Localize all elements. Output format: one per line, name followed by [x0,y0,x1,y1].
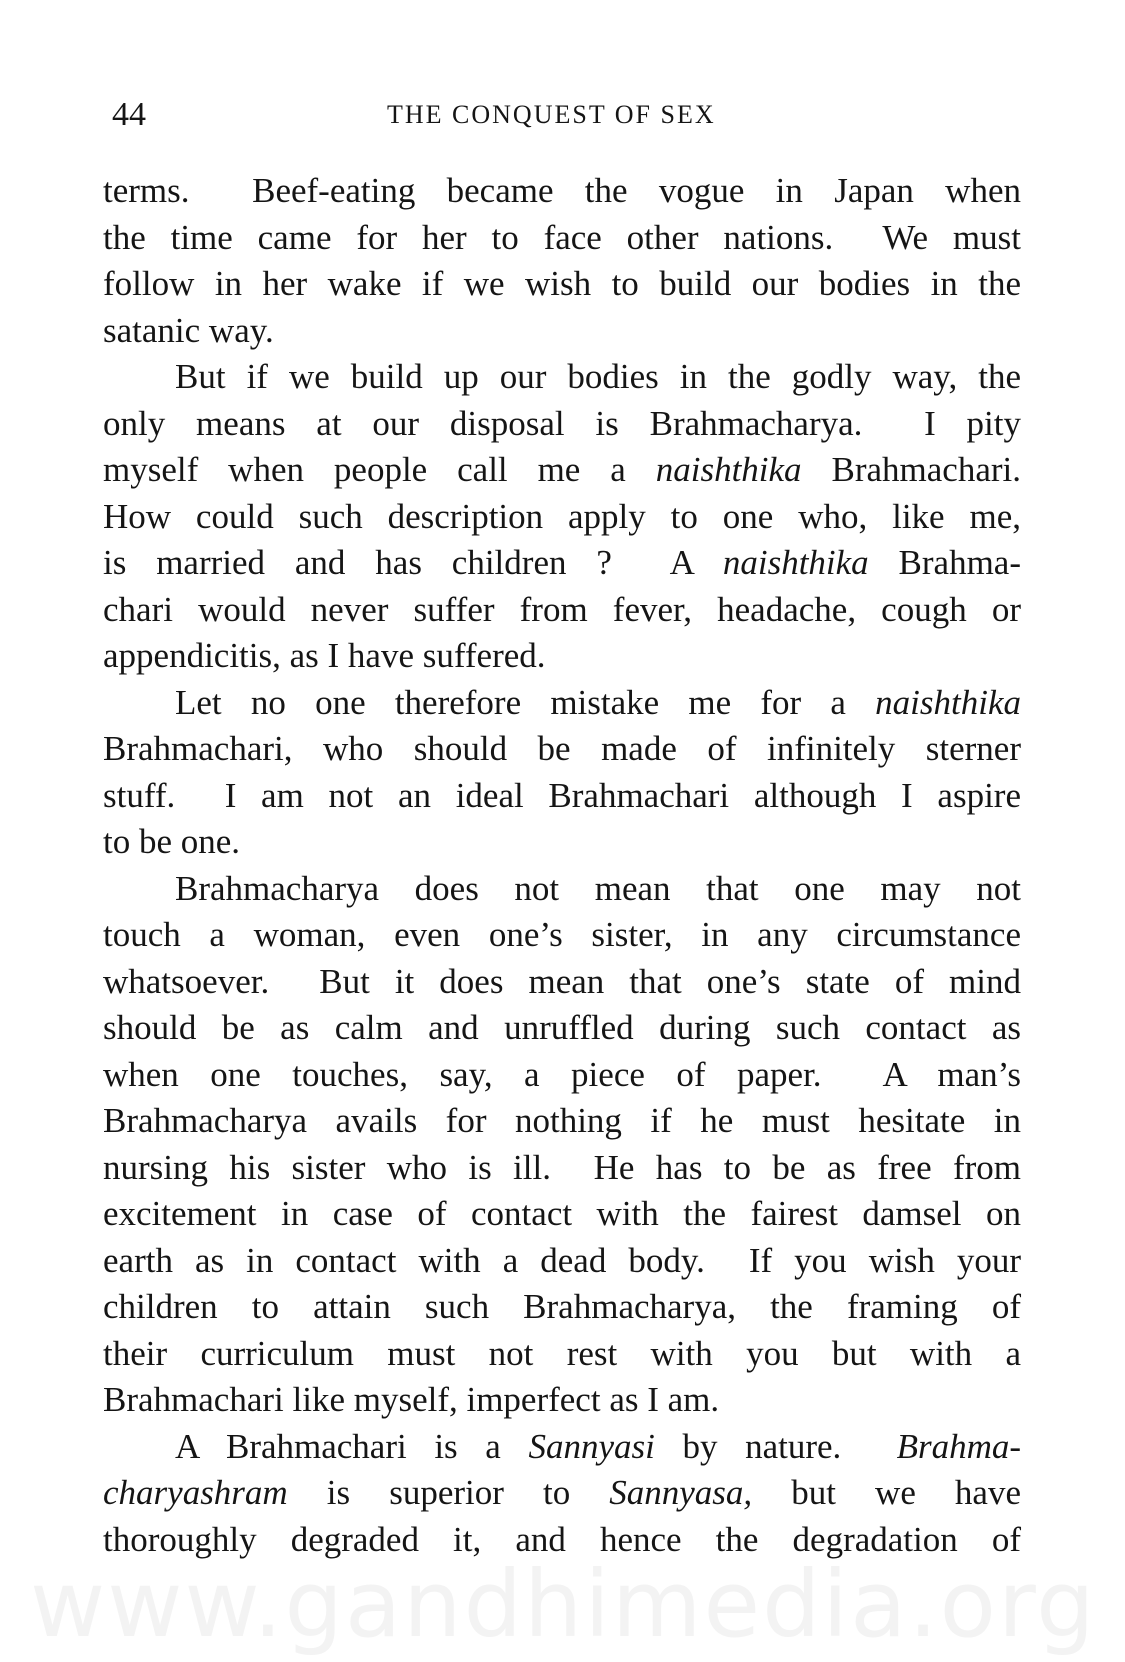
text-line [103,1005,1021,1052]
italic-text: naishthika [655,450,802,489]
italic-text: naishthika [722,543,869,582]
running-head: THE CONQUEST OF SEX [387,100,716,129]
text-line [103,540,1021,587]
text-run: follow in her wake if we wish to build our bodies in the [103,264,1021,303]
text-run: A Brahmachari is a [175,1426,529,1466]
text-run: nursing his sister who is ill. He has to be as free from [103,1147,1021,1187]
page-header [112,90,1022,140]
text-run: children to attain such Brahmacharya, the framing of [103,1287,1021,1326]
text-line [103,819,1021,866]
text-run: their curriculum must not rest with you but with a [103,1333,1021,1373]
text-run: Brahmachari like myself, imperfect as I am. [103,1380,720,1419]
text-run: But if we build up our bodies in the godly way, the [175,357,1021,396]
text-line [103,1470,1021,1517]
text-line [103,261,1021,308]
text-run: How could such description apply to one who, like me, [103,496,1021,536]
text-line [103,1424,1021,1471]
text-run: thoroughly degraded it, and hence the degradation of [103,1519,1021,1559]
italic-text: naishthika [875,682,1021,722]
text-line [103,308,1021,355]
text-line [103,1052,1021,1099]
text-run: chari would never suffer from fever, headache, cough or [103,589,1021,629]
text-line [103,1377,1021,1424]
text-run: stuff. I am not an ideal Brahmachari although I aspire [103,775,1021,815]
page-number: 44 [112,96,146,133]
italic-text: charyashram [103,1473,288,1512]
text-line [103,447,1021,494]
text-line [103,401,1021,448]
text-line [103,1098,1021,1145]
text-run: Brahmacharya does not mean that one may not [175,868,1021,908]
text-line [103,494,1021,541]
text-line [103,168,1021,215]
text-line [103,1284,1021,1331]
text-run: is superior to [287,1473,610,1512]
text-run: should be as calm and unruffled during such contact as [103,1008,1021,1047]
italic-text: Sannyasa, [609,1473,753,1512]
text-run: excitement in case of contact with the fairest damsel on [103,1194,1021,1233]
text-run: Brahma- [868,543,1021,582]
text-line [103,215,1021,262]
text-line [103,866,1021,913]
text-run: Brahmacharya avails for nothing if he must hesitate in [103,1101,1021,1140]
text-line [103,680,1021,727]
text-run: Brahmachari, who should be made of infinitely sterner [103,729,1021,768]
text-run: by nature. [654,1426,897,1466]
text-line [103,633,1021,680]
body-text [103,168,1021,1563]
text-run: satanic way. [103,310,274,350]
text-run: appendicitis, as I have suffered. [103,636,546,675]
text-run: only means at our disposal is Brahmacharya. I pity [103,403,1021,443]
text-line [103,587,1021,634]
text-run: when one touches, say, a piece of paper. A man’s [103,1054,1021,1094]
text-line [103,1191,1021,1238]
text-run: to be one. [103,822,241,861]
text-line [103,726,1021,773]
text-line [103,1331,1021,1378]
text-line [103,1145,1021,1192]
text-line [103,959,1021,1006]
text-run: but we have [752,1473,1021,1512]
italic-text: Brahma- [896,1426,1021,1466]
text-run: whatsoever. But it does mean that one’s state of mind [103,961,1021,1001]
text-run: the time came for her to face other nations. We must [103,217,1021,257]
text-run: is married and has children ? A [103,543,723,582]
text-run: earth as in contact with a dead body. If you wish your [103,1240,1021,1280]
italic-text: Sannyasi [528,1426,655,1466]
text-run: Brahmachari. [801,450,1021,489]
text-line [103,1238,1021,1285]
text-run: terms. Beef-eating became the vogue in Japan when [103,171,1021,210]
text-run: Let no one therefore mistake me for a [175,682,876,722]
text-run: myself when people call me a [103,450,656,489]
text-line [103,912,1021,959]
text-line [103,354,1021,401]
text-run: touch a woman, even one’s sister, in any circumstance [103,915,1021,954]
text-line [103,773,1021,820]
watermark: www.gandhimedia.org [30,1551,1097,1658]
